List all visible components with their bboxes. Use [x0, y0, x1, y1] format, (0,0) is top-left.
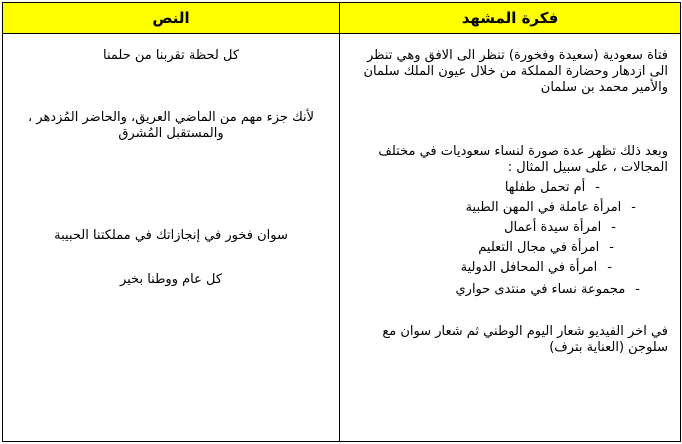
idea-list-item: -امرأة في مجال التعليم [478, 240, 614, 255]
idea-list-item: -مجموعة نساء في منتدى حواري [455, 282, 640, 297]
text-line-3: سوان فخور في إنجازاتك في مملكتنا الحبيبة [54, 228, 288, 243]
header-scene-idea: فكرة المشهد [340, 3, 681, 34]
content-row [3, 34, 681, 442]
text-line-1: كل لحظة تقربنا من حلمنا [102, 48, 240, 63]
idea-paragraph-2: وبعد ذلك تظهر عدة صورة لنساء سعوديات في مختلف المجالات ، على سبيل المثال : [378, 144, 668, 175]
idea-list-item: -امرأة في المحافل الدولية [460, 260, 612, 275]
idea-list-item: -امرأة سيدة أعمال [504, 220, 616, 235]
idea-paragraph-1: فتاة سعودية (سعيدة وفخورة) تنظر الى الافق وهي تنظر الى ازدهار وحضارة المملكة من خلال عيون الملك سلمان والأمير محمد بن سلمان [363, 48, 668, 95]
header-row [3, 3, 681, 34]
scene-table [2, 2, 681, 442]
idea-list-item: -أم تحمل طفلها [504, 180, 600, 195]
text-line-4: كل عام ووطنا بخير [119, 272, 223, 287]
scene-idea-cell [340, 34, 681, 442]
idea-paragraph-3: في اخر الفيديو شعار اليوم الوطني ثم شعار سوان مع سلوجن (العناية بترف) [382, 324, 668, 355]
header-text: النص [3, 3, 340, 34]
text-line-2: لأنك جزء مهم من الماضي العريق، والحاضر المُزدهر ، والمستقبل المُشرق [27, 110, 315, 141]
idea-list-item: -امرأة عاملة في المهن الطبية [465, 200, 636, 215]
text-cell [3, 34, 340, 442]
